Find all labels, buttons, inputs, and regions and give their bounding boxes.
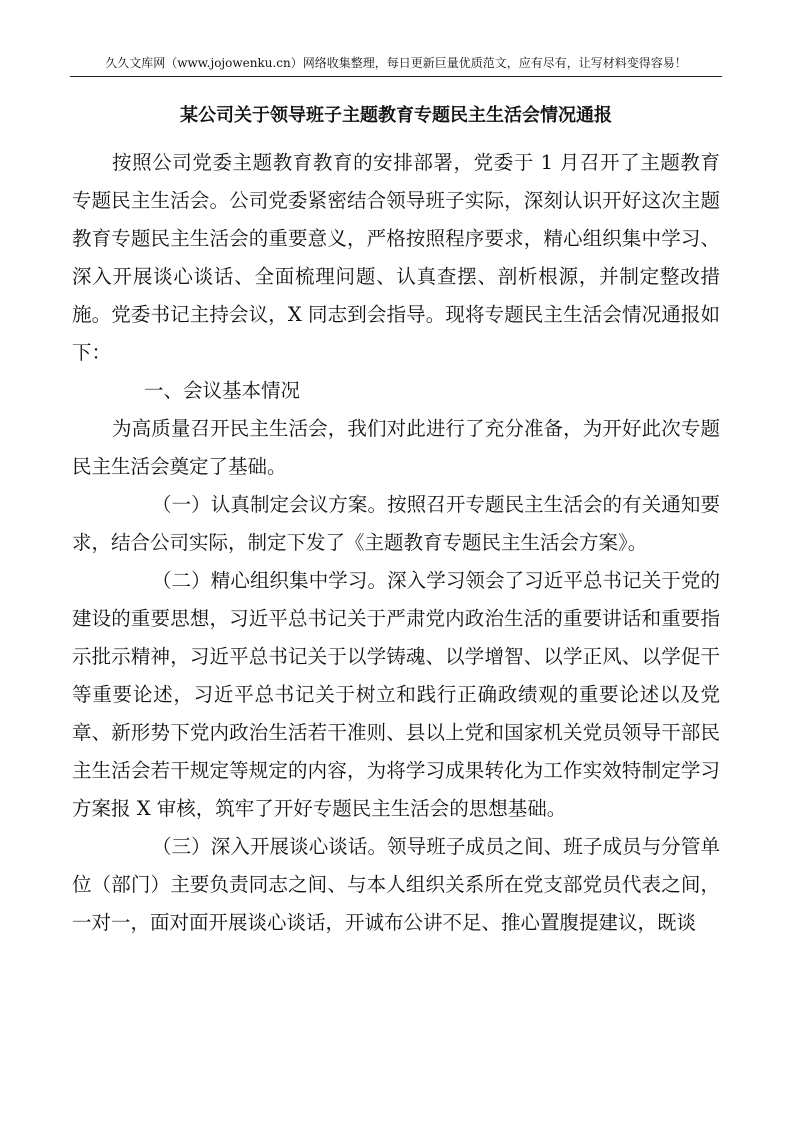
document-title: 某公司关于领导班子主题教育专题民主生活会情况通报 — [180, 105, 612, 126]
section-heading: 一、会议基本情况 — [144, 379, 301, 402]
document-body — [72, 144, 720, 942]
intro-paragraph: 按照公司党委主题教育教育的安排部署，党委于 1 月召开了主题教育专题民主生活会。公司党委紧密结合领导班子实际，深刻认识开好这次主题教育专题民主生活会的重要意义，严格按照程序要求，精心组织集中学习、深入开展谈心谈话、全面梳理问题、认真查摆、剖析根源，并制定整改措施。党委书记主持会议，X 同志到会指导。现将专题民主生活会情况通报如下： — [72, 151, 720, 364]
subsection-paragraph-2: （二）精心组织集中学习。深入学习领会了习近平总书记关于党的建设的重要思想，习近平总书记关于严肃党内政治生活的重要讲话和重要指示批示精神，习近平总书记关于以学铸魂、以学增智、以学正风、以学促干等重要论述，习近平总书记关于树立和践行正确政绩观的重要论述以及党章、新形势下党内政治生活若干准则、县以上党和国家机关党员领导干部民主生活会若干规定等规定的内容，为将学习成果转化为工作实效特制定学习方案报 X 审核，筑牢了开好专题民主生活会的思想基础。 — [72, 569, 720, 820]
subsection-paragraph-1: （一）认真制定会议方案。按照召开专题民主生活会的有关通知要求，结合公司实际，制定下发了《主题教育专题民主生活会方案》。 — [72, 493, 720, 554]
section-paragraph: 为高质量召开民主生活会，我们对此进行了充分准备，为开好此次专题民主生活会奠定了基础。 — [72, 417, 720, 478]
page-header: 久久文库网（www.jojowenku.cn）网络收集整理，每日更新巨量优质范文，应有尽有，让写材料变得容易！ — [70, 52, 722, 77]
subsection-paragraph-3: （三）深入开展谈心谈话。领导班子成员之间、班子成员与分管单位（部门）主要负责同志之间、与本人组织关系所在党支部党员代表之间，一对一，面对面开展谈心谈话，开诚布公讲不足、推心置腹提建议，既谈 — [72, 835, 720, 934]
